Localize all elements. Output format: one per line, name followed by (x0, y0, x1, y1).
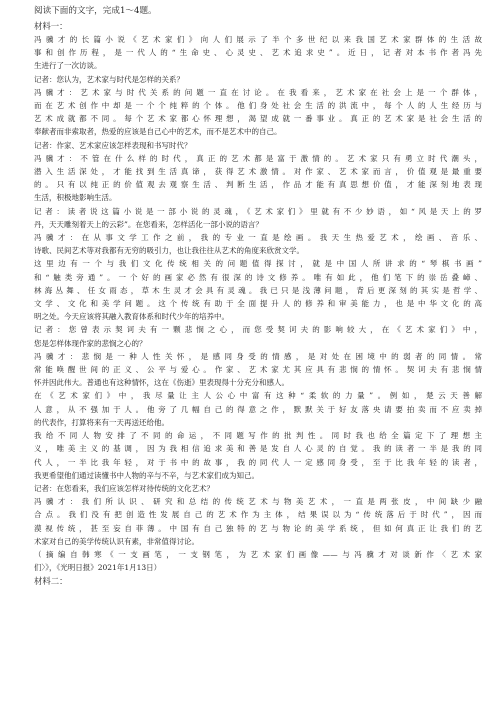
text-line: 记者：您曾表示契诃夫有一颗悲悯之心，而您受契诃夫的影响较大，在《艺术家们》中， (34, 325, 482, 335)
text-line: 漠视传统，甚至妄自菲薄。中国有自己独特的艺与物论的美学系统，但如何真正让我们的艺 (34, 523, 482, 533)
paragraph (34, 73, 482, 86)
text-line: 义，唯美主义的基调，因为我相信追求美和善是发自人心灵的自觉。我的读者一半是我的同 (34, 444, 482, 454)
article-body (34, 33, 482, 548)
text-line: 丹，天天雕刻着天上的云彩”。在您看来，怎样活化一部小说的语言？ (34, 219, 263, 229)
text-line: 艺术成就都不同。每个艺术家都心怀理想，渴望成就一番事业。真正的艺术家是社会生活的 (34, 114, 482, 124)
instruction: 阅读下面的文字，完成1～4题。 (34, 6, 157, 16)
paragraph (34, 231, 482, 257)
paragraph (34, 482, 482, 495)
text-line: 记者：您认为，艺术家与时代是怎样的关系？ (34, 74, 184, 84)
paragraph (34, 152, 482, 205)
text-line: 事和创作历程，是一代人的“生命史、心灵史、艺术追求史”。近日，记者对本书作者冯先 (34, 48, 482, 58)
citation-continued: 们〉》，《光明日报》2021年1月13日） (34, 563, 162, 573)
paragraph (34, 257, 482, 323)
text-line: 的。只有以纯正的价值观去观察生活、判断生活，作品才能有真思想价值，才能深刻地表现 (34, 180, 482, 190)
text-line: 潜入生活深处，才能找到生活真谛，获得艺术激情。对作家、艺术家而言，价值观是最重要 (34, 167, 482, 177)
text-line: 记者：作家、艺术家应该怎样表现和书写时代？ (34, 140, 192, 150)
text-line: 合点。我们没有把创造性发展自己的艺术作为主体，结果误以为“传统落后于时代”，因而 (34, 510, 482, 520)
text-line: 术家对自己的美学传统认识有素，非常值得讨论。 (34, 536, 199, 546)
text-line: 生活，积极地影响生活。 (34, 193, 117, 203)
text-line: 在《艺术家们》中，我尽量让主人公心中富有这种“柔软的力量”。例如，楚云天善解 (34, 391, 482, 401)
text-line: 冯骥才：不管在什么样的时代，真正的艺术都是富于激情的。艺术家只有勇立时代潮头， (34, 153, 482, 163)
text-line: 的代表作，打算将来有一天再送还给他。 (34, 417, 169, 427)
text-line: 我更希望他们通过读懂书中人物的辛与不辛，与艺术家们成为知己。 (34, 470, 259, 480)
text-line: 林海丛舞、任女雨态，草木生灵才会具有灵魂。我已只是浅薄问题，背后更深刻的其实是哲学、 (34, 285, 482, 295)
paragraph (34, 350, 482, 390)
text-line: 这里边有一个与我们文化传统相关的问题值得探讨，就是中国人所讲求的“琴棋书画” (34, 259, 482, 269)
citation: （摘编自韩寒《一支画笔，一支钢笔，为艺术家们画像——与冯骥才对谈新作〈艺术家 (34, 549, 482, 559)
paragraph (34, 139, 482, 152)
text-line: 记者：读者说这篇小说是一部小说的灵魂，《艺术家们》里就有不少妙语，如“风是天上的罗 (34, 206, 482, 216)
paragraph (34, 323, 482, 349)
text-line: 而在艺术创作中却是一个个纯粹的个体。他们身处社会生活的洪流中，每个人的人生经历与 (34, 101, 482, 111)
paragraph (34, 86, 482, 139)
text-line: 生进行了一次访谈。 (34, 61, 102, 71)
text-line: 冯骥才的长篇小说《艺术家们》向人们展示了半个多世纪以来我国艺术家群体的生活故 (34, 35, 482, 44)
text-line: 您是怎样体现作家的悲悯之心的？ (34, 338, 147, 348)
text-line: 代人，一半比我年轻，对于书中的故事，我的同代人一定感同身受，至于比我年轻的读者， (34, 457, 482, 467)
paragraph (34, 495, 482, 548)
paragraph (34, 33, 482, 73)
text-line: 奉献者而非索取者，热爱的应该是自己心中的艺术，而不是艺术中的自己。 (34, 127, 282, 137)
text-line: 我给不同人物安排了不同的命运，不同题写作的批判性。同时我也给全篇定下了理想主 (34, 431, 482, 441)
text-line: 常能唤醒世间的正义、公平与爱心。作家、艺术家尤其应具有悲悯的情怀。契诃夫有悲悯情 (34, 365, 482, 375)
text-line: 记者：在您看来，我们应该怎样对待传统的文化艺术？ (34, 483, 214, 493)
material-2-heading: 材料二： (34, 576, 68, 587)
paragraph (34, 205, 482, 231)
text-line: 怀并因此伟大。普通也有这种情怀，这在《伤逝》里表现得十分充分和感人。 (34, 378, 289, 388)
text-line: 人意，从不强加于人。他旁了几幅自己的得意之作，默默关于好友落央请要拍卖而不应卖掉 (34, 404, 482, 414)
text-line: 冯骥才：悲悯是一种人性关怀，是感同身受的情感，是对处在困境中的弱者的同情。常 (34, 351, 482, 361)
text-line: 和“触类旁通”。一个好的画家必然有很深的诗文修养。唯有如此，他们笔下的崇岳叠嶂、 (34, 272, 482, 282)
text-line: 诗歌、民间艺术等对我都有无穷的吸引力，也让我往往从艺术的角度来欣赏文学。 (34, 246, 304, 256)
text-line: 明之处。今天应该将其融入教育体系和时代少年的培养中。 (34, 312, 229, 322)
text-line: 冯骥才：艺术家与时代关系的问题一直在讨论。在我看来，艺术家在社会上是一个群体， (34, 87, 482, 97)
text-line: 文学、文化和美学问题。这个传统有助于全面提升人的修养和审美能力，也是中华文化的高 (34, 299, 482, 309)
paragraph (34, 389, 482, 429)
text-line: 冯骥才：我们所认识、研究和总结的传统艺术与物美艺术，一直是两张皮，中间缺少融 (34, 497, 482, 507)
paragraph (34, 429, 482, 482)
text-line: 冯骥才：在从事文学工作之前，我的专业一直是绘画。我天生热爱艺术，绘画、音乐、 (34, 233, 482, 243)
material-1-heading: 材料一： (34, 21, 68, 31)
